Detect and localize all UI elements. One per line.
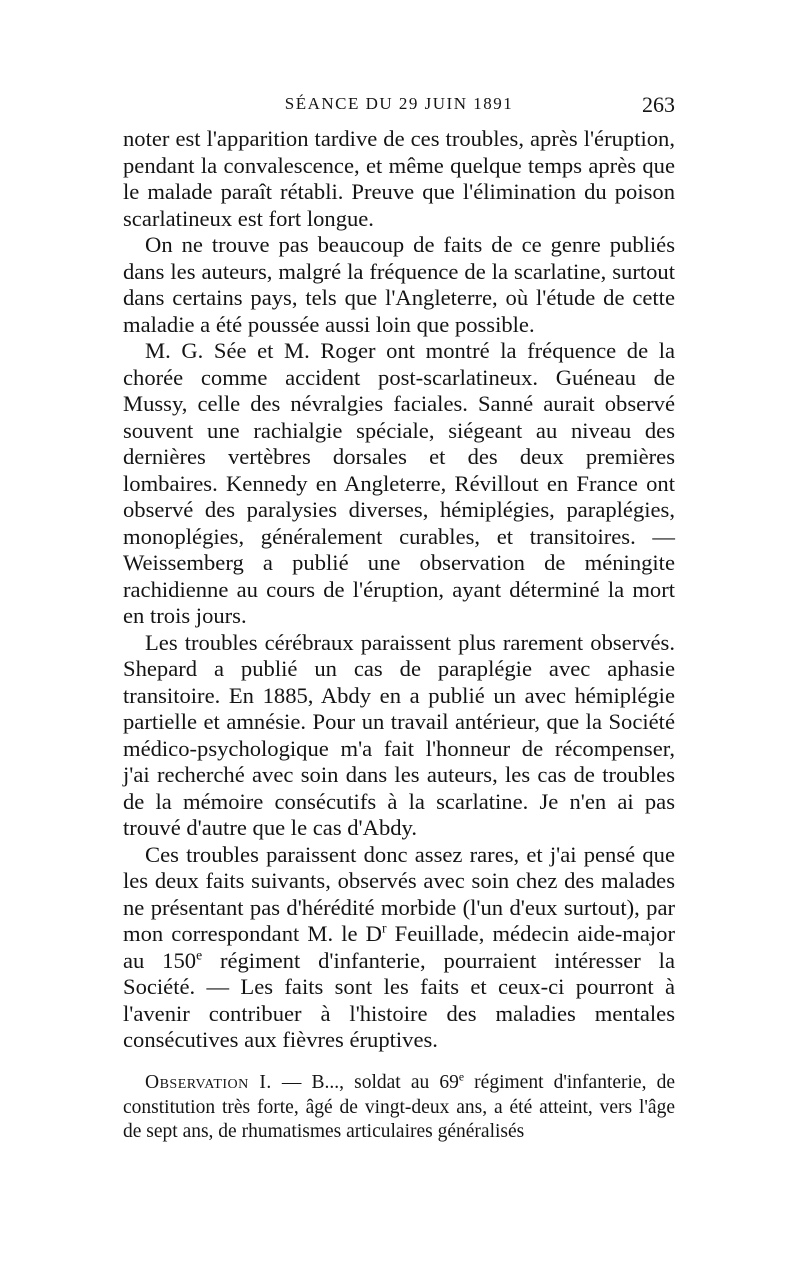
observation-label: Observation I.: [145, 1072, 272, 1093]
observation-block: [123, 1071, 675, 1145]
paragraph: Les troubles cérébraux paraissent plus rarement observés. Shepard a publié un cas de paraplégie avec aphasie transitoire. En 1885, Abdy en a publié un avec hémiplégie partielle et amnésie. Pour un travail antérieur, que la Société médico-psychologique m'a fait l'honneur de récompenser, j'ai recherché avec soin dans les auteurs, les cas de troubles de la mémoire consécutifs à la scarlatine. Je n'en ai pas trouvé d'autre que le cas d'Abdy.: [123, 629, 675, 840]
paragraph: noter est l'apparition tardive de ces troubles, après l'éruption, pendant la convalescence, et même quelque temps après que le malade paraît rétabli. Preuve que l'élimination du poison scarlatineux est fort longue.: [123, 126, 675, 231]
body-text: [123, 126, 675, 1054]
paragraph: [123, 842, 675, 1054]
text-run: régiment d'infanterie, de constitution très forte, âgé de vingt-deux ans, a été atteint, vers l'âge de sept ans, de rhumatismes articulaires généralisés: [123, 1072, 675, 1142]
superscript: r: [382, 920, 387, 936]
paragraph: M. G. Sée et M. Roger ont montré la fréquence de la chorée comme accident post-scarlatineux. Guéneau de Mussy, celle des névralgies faciales. Sanné aurait observé souvent une rachialgie spéciale, siégeant au niveau des dernières vertèbres dorsales et des deux premières lombaires. Kennedy en Angleterre, Révillout en France ont observé des paralysies diverses, hémiplégies, paraplégies, monoplégies, généralement curables, et transitoires. — Weissemberg a publié une observation de méningite rachidienne au cours de l'éruption, ayant déterminé la mort en trois jours.: [123, 338, 675, 628]
superscript: e: [196, 946, 203, 962]
observation-paragraph: [123, 1071, 675, 1145]
text-run: Feuillade, médecin aide-major au 150: [123, 921, 675, 973]
paragraph: On ne trouve pas beaucoup de faits de ce genre publiés dans les auteurs, malgré la fréquence de la scarlatine, surtout dans certains pays, tels que l'Angleterre, où l'étude de cette maladie a été poussée aussi loin que possible.: [123, 232, 675, 337]
running-title: SÉANCE DU 29 JUIN 1891: [284, 94, 514, 113]
text-run: régiment d'infanterie, pourraient intéresser la Société. — Les faits sont les faits et ceux-ci pourront à l'avenir contribuer à l'histoire des maladies mentales consécutives aux fièvres éruptives.: [123, 947, 675, 1052]
superscript: e: [458, 1070, 465, 1084]
page-header: [123, 92, 675, 122]
text-run: — B..., soldat au 69: [271, 1072, 459, 1093]
page-number: 263: [642, 92, 675, 117]
text-run: Ces troubles paraissent donc assez rares, et j'ai pensé que les deux faits suivants, observés avec soin chez des malades ne présentant pas d'hérédité morbide (l'un d'eux surtout), par mon correspondant M. le D: [123, 841, 675, 946]
